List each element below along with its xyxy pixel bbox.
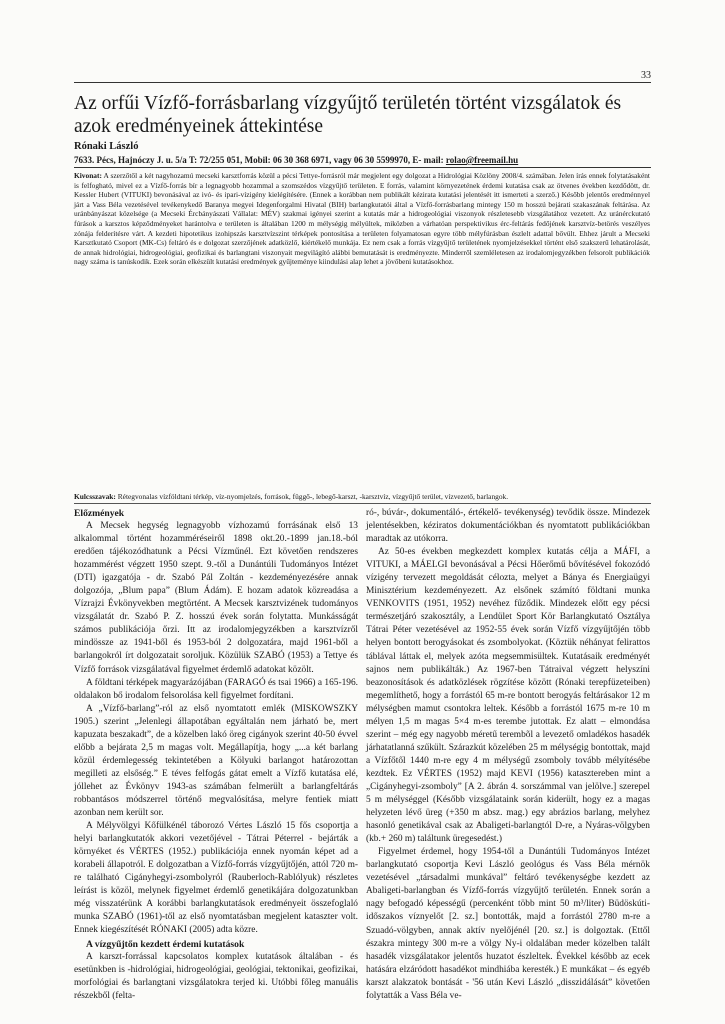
abstract-rule xyxy=(74,503,651,504)
body-paragraph: Az 50-es években megkezdett komplex kutatás célja a MÁFI, a VITUKI, a MÁELGI bevonásával a Pécsi Hőerőmű bővítésével fokozódó vízigény tervezett megoldását célozta, melyet a Bánya és Energiaügyi Minisztérium kezdeményezett. Az elsőnek számító földtani munka VENKOVITS (1951, 1952) nevéhez fűződik. Mindezek előtt egy pécsi természetjáró szakosztály, a Lendület Sport Kör Barlangkutató Osztálya Tátrai Péter vezetésével az 1952-55 évek során Vízfő vízgyűjtőjén több helyen bontott berogyásokat és zsombolyokat. (Köztük néhányat felirattos táblával láttak el, melyek azóta megsemmisültek. Kutatásaik eredményét sajnos nem publikálták.) Az 1967-ben Tátraival végzett helyszíni beazonosítások és adatközlések rögzítése között (Rónaki terepfüzeteiben) megemlíthető, hogy a forrástól 65 m-re bontott berogyás feltárásakor 12 m mélységben mamut csontokra leltek. Később a forrástól 1675 m-re 10 m mélyen 1,5 m magas 5×4 m-es terembe jutottak. Ez alatt – elmondása szerint – még egy nagyobb méretű terembõl a levezető omladékos hasadék járhatatlanná szűkült. Szárazkút közelében 25 m mélységig bontottak, majd a Vízfőtől 1440 m-re egy 4 m mélységű zsomboly tovább mélyítésébe kezdtek. Ez VÉRTES (1952) majd KEVI (1956) katasztereben mint a „Cigányhegyi-zsomboly” [A 2. ábrán 4. sorszámmal van jelölve.] szerepel 5 m mélységgel (Később vizsgálataink során kiderült, hogy ez a magas helyzeten lévő üreg (+350 m absz. mag.) egy abrázios barlang, melyhez hasonló genetikával csak az Abaligeti-barlangtól D-re, a Nyáras-völgyben (kb.+ 260 m) találtunk üregesedést.) xyxy=(366,547,650,845)
email-link[interactable]: rolao@freemail.hu xyxy=(445,155,519,165)
body-paragraph: A „Vízfő-barlang”-ról az első nyomtatott emlék (MISKOWSZKY 1905.) szerint „Jelenlegi állapotában egyáltalán nem járható be, mert kapuzata beszakadt”, de a közelben lakó öreg cigányok szerint 40-50 évvel előbb a bejárata 2,5 m magas volt. Megállapítja, hogy „...a két barlang közül érdemlegesség tekintetében a Kölyuki barlangot határozottan megilleti az elsőség.” E téves felfogás gátat emelt a Vízfő kutatása elé, jóllehet az Évkönyv 1943-as számában felmerült a barlangfeltárás robbantásos módszerrel történő megvalósítása, melyre fentiek miatt azonban nem került sor. xyxy=(74,703,358,819)
body-paragraph: ró-, búvár-, dokumentáló-, értékelő- tevékenység) tevődik össze. Mindezek jelentésekben, kéziratos dokumentációkban és nyomtatott publikációkban maradtak az utókorra. xyxy=(366,508,650,545)
keywords-text: Rétegvonalas vízföldtani térkép, víz-nyomjelzés, források, függő-, lebegő-karszt, -karsztvíz, vízgyűjtő terület, vízvezető, barlangok. xyxy=(117,492,509,501)
author-name: Rónaki László xyxy=(74,141,139,152)
abstract-label: Kivonat: xyxy=(74,171,102,180)
abstract xyxy=(74,171,650,267)
author-address xyxy=(74,155,654,165)
address-text: 7633. Pécs, Hajnóczy J. u. 5/a T: 72/255 051, Mobil: 06 30 368 6971, vagy 06 30 5599970, E- mail: xyxy=(74,155,446,165)
title-rule xyxy=(74,167,651,168)
header-rule xyxy=(74,82,651,83)
article-title: Az orfűi Vízfő-forrásbarlang vízgyűjtő területén történt vizsgálatok és azok eredményeinek áttekintése xyxy=(74,93,622,137)
body-paragraph: A földtani térképek magyarázójában (FARAGÓ és tsai 1966) a 165-196. oldalakon bő irodalom felsorolása kell figyelmet fordítani. xyxy=(74,677,358,701)
body-paragraph: A karszt-forrással kapcsolatos komplex kutatások általában - és esetünkben is -hidrológiai, hidrogeológiai, geológiai, tektonikai, geofizikai, morfológiai és barlangtani vizsgálatokra terjed ki. Utóbbi főleg manuális részekből (felta- xyxy=(74,951,358,1001)
keywords-label: Kulcsszavak: xyxy=(74,492,116,501)
abstract-text: A szerzőtől a két nagyhozamú mecseki karsztforrás közül a pécsi Tettye-forrásról már megjelent egy dolgozat a Hidrológiai Közlöny 2008/4. számában. Jelen írás ennek folytatásaként is felfogható, mivel ez a Vízfő-forrás bír a legnagyobb hozammal a szomszédos vízgyűjtő területen. E forrás, valamint környezetének érdemi kutatása csak az ötvenes években kezdődött, dr. Kessler Hubert (VITUKI) bevonásával az ivó- és ipari-vízigény kielégítésére. (Ennek a korábban nem publikált kézirata kutatási jelentését itt ismerteti a szerző.) Később jelentős eredménnyel járt a Vass Béla vezetésével tevékenykedő Baranya megyei Idegenforgalmi Hivatal (BIH) barlangkutatói által a Vízfő-forrásbarlang mintegy 150 m hosszú bejárati szakaszának feltárása. Az uránbányászat közelsége (a Mecseki Ércbányászati Vállalat: MÉV) szakmai igényei szerint a kutatás már a hidrogeológiai viszonyok részletesebb vizsgálatához vezetett. Az uránérckutató fúrások a karsztos képződményeket harántolva e területen is általában 1200 m mélységig mélyültek, miközben a várhatóan perspektivikus érc-feltárás fedőjének karsztvíz-betörés veszélyes zónája felderítésre várt. A kezdeti hipotetikus izohipszás karsztvízszint térképek pontosítása a területen folyamatosan egyre több mélyfúrásban észlelt adattal bővült. Ehhez járult a Mecseki Karsztkutató Csoport (MK-Cs) feltáró és e dolgozat szerzőjének adatközlő, kiértékelő munkája. Ez nem csak a forrás vízgyűjtő területének nyomjelzésekkel történt első szakszerű lehatárolását, de annak hidrológiai, hidrogeológiai, geofizikai és barlangtani viszonyait megvilágító alábbi bemutatását is eredményezte. Minderről szemléletesen az irodalomjegyzékben felsorolt publikációk nagy száma is tanúskodik. Ezek során elkészült kutatási eredmények gyűjteménye kiindulási alap lehet a jövőbeni kutatásokhoz. xyxy=(74,171,650,267)
section-heading: A vízgyűjtőn kezdett érdemi kutatások xyxy=(86,938,245,950)
body-column-right xyxy=(366,507,650,1003)
body-column-left xyxy=(74,507,358,1003)
body-paragraph: A Mecsek hegység legnagyobb vízhozamú forrásának első 13 alkalommal történt hozamméréseiről 1898 okt.20.-1899 jan.18.-ból eredően tájékozódhatunk a Pécsi Vízműnél. Ezt követően rendszeres hozammérést végzett 1950 szept. 9.-től a Dunántúli Tudományos Intézet (DTI) igazgatója - dr. Szabó Pál Zoltán - kezdeményezésére annak dolgozója, „Blum papa” (Blum Ádám). E hozam adatok közreadása a Vízrajzi Évkönyvekben megtörtént. A Mecsek karsztvizének tudományos vizsgálatát dr. Szabó P. Z. hosszú évek során folytatta. Munkásságát számos publikációja őrzi. Itt az irodalomjegyzékben a karsztvízről mindössze az 1941-ből és 1953-ból 2 dolgozatára, majd 1961-ből a barlangokról írt dolgozatait soroljuk. Közülük SZABÓ (1953) a Tettye és Vízfő források vizsgálatával figyelmet érdemlő adatokat közölt. xyxy=(74,521,358,675)
keywords xyxy=(74,492,650,502)
body-paragraph: A Mélyvölgyi Kőfülkénél táborozó Vértes László 15 fős csoportja a helyi barlangkutatók akkori vezetőjével - Tátrai Péterrel - bejárták a környéket és VÉRTES (1952.) publikációja ennek nyomán képet ad a korabeli állapotról. E dolgozatban a Vízfő-forrás vízgyűjtőjén, attól 720 m-re található Cigányhegyi-zsombolyról (Rauberloch-Rablólyuk) részletes leírást is közöl, melynek figyelmet érdemlő genetikájára dolgozatunkban még visszatérünk A korábbi barlangkutatások eredményeit összefoglaló munka SZABÓ (1961)-től az első nyomtatásban megjelent kataszter volt. Ennek kiegészítését RÓNAKI (2005) adta közre. xyxy=(74,821,358,936)
body-paragraph: Figyelmet érdemel, hogy 1954-től a Dunántúli Tudományos Intézet barlangkutató csoportja Kevi László geológus és Vass Béla mérnök vezetésével „társadalmi munkával” feltáró tevékenységbe kezdett az Abaligeti-barlangban és Vízfő-forrás vízgyűjtő területén. Ennek során a nagy befogadó képességű (percenként több mint 50 m³/liter) Büdöskúti-időszakos víznyelőt [2. sz.] bontották, majd a forrástól 2780 m-re a Szuadó-völgyben, annak aktív nyelőjénél [20. sz.] is dolgoztak. (Ettől északra mintegy 300 m-re a völgy Ny-i oldalában meder közelben talált hasadék vizsgálatakor jelentős huzatot észleltek. Évekkel később az ecek hatására elzáródott hasadékot mindhiába keresték.) E munkákat – és egyéb karszt alakzatok bontását - '56 után Kevi László „disszidálását” követően folytatták a Vass Béla ve- xyxy=(366,847,650,1001)
page-number: 33 xyxy=(641,70,651,81)
section-heading: Előzmények xyxy=(74,508,125,519)
